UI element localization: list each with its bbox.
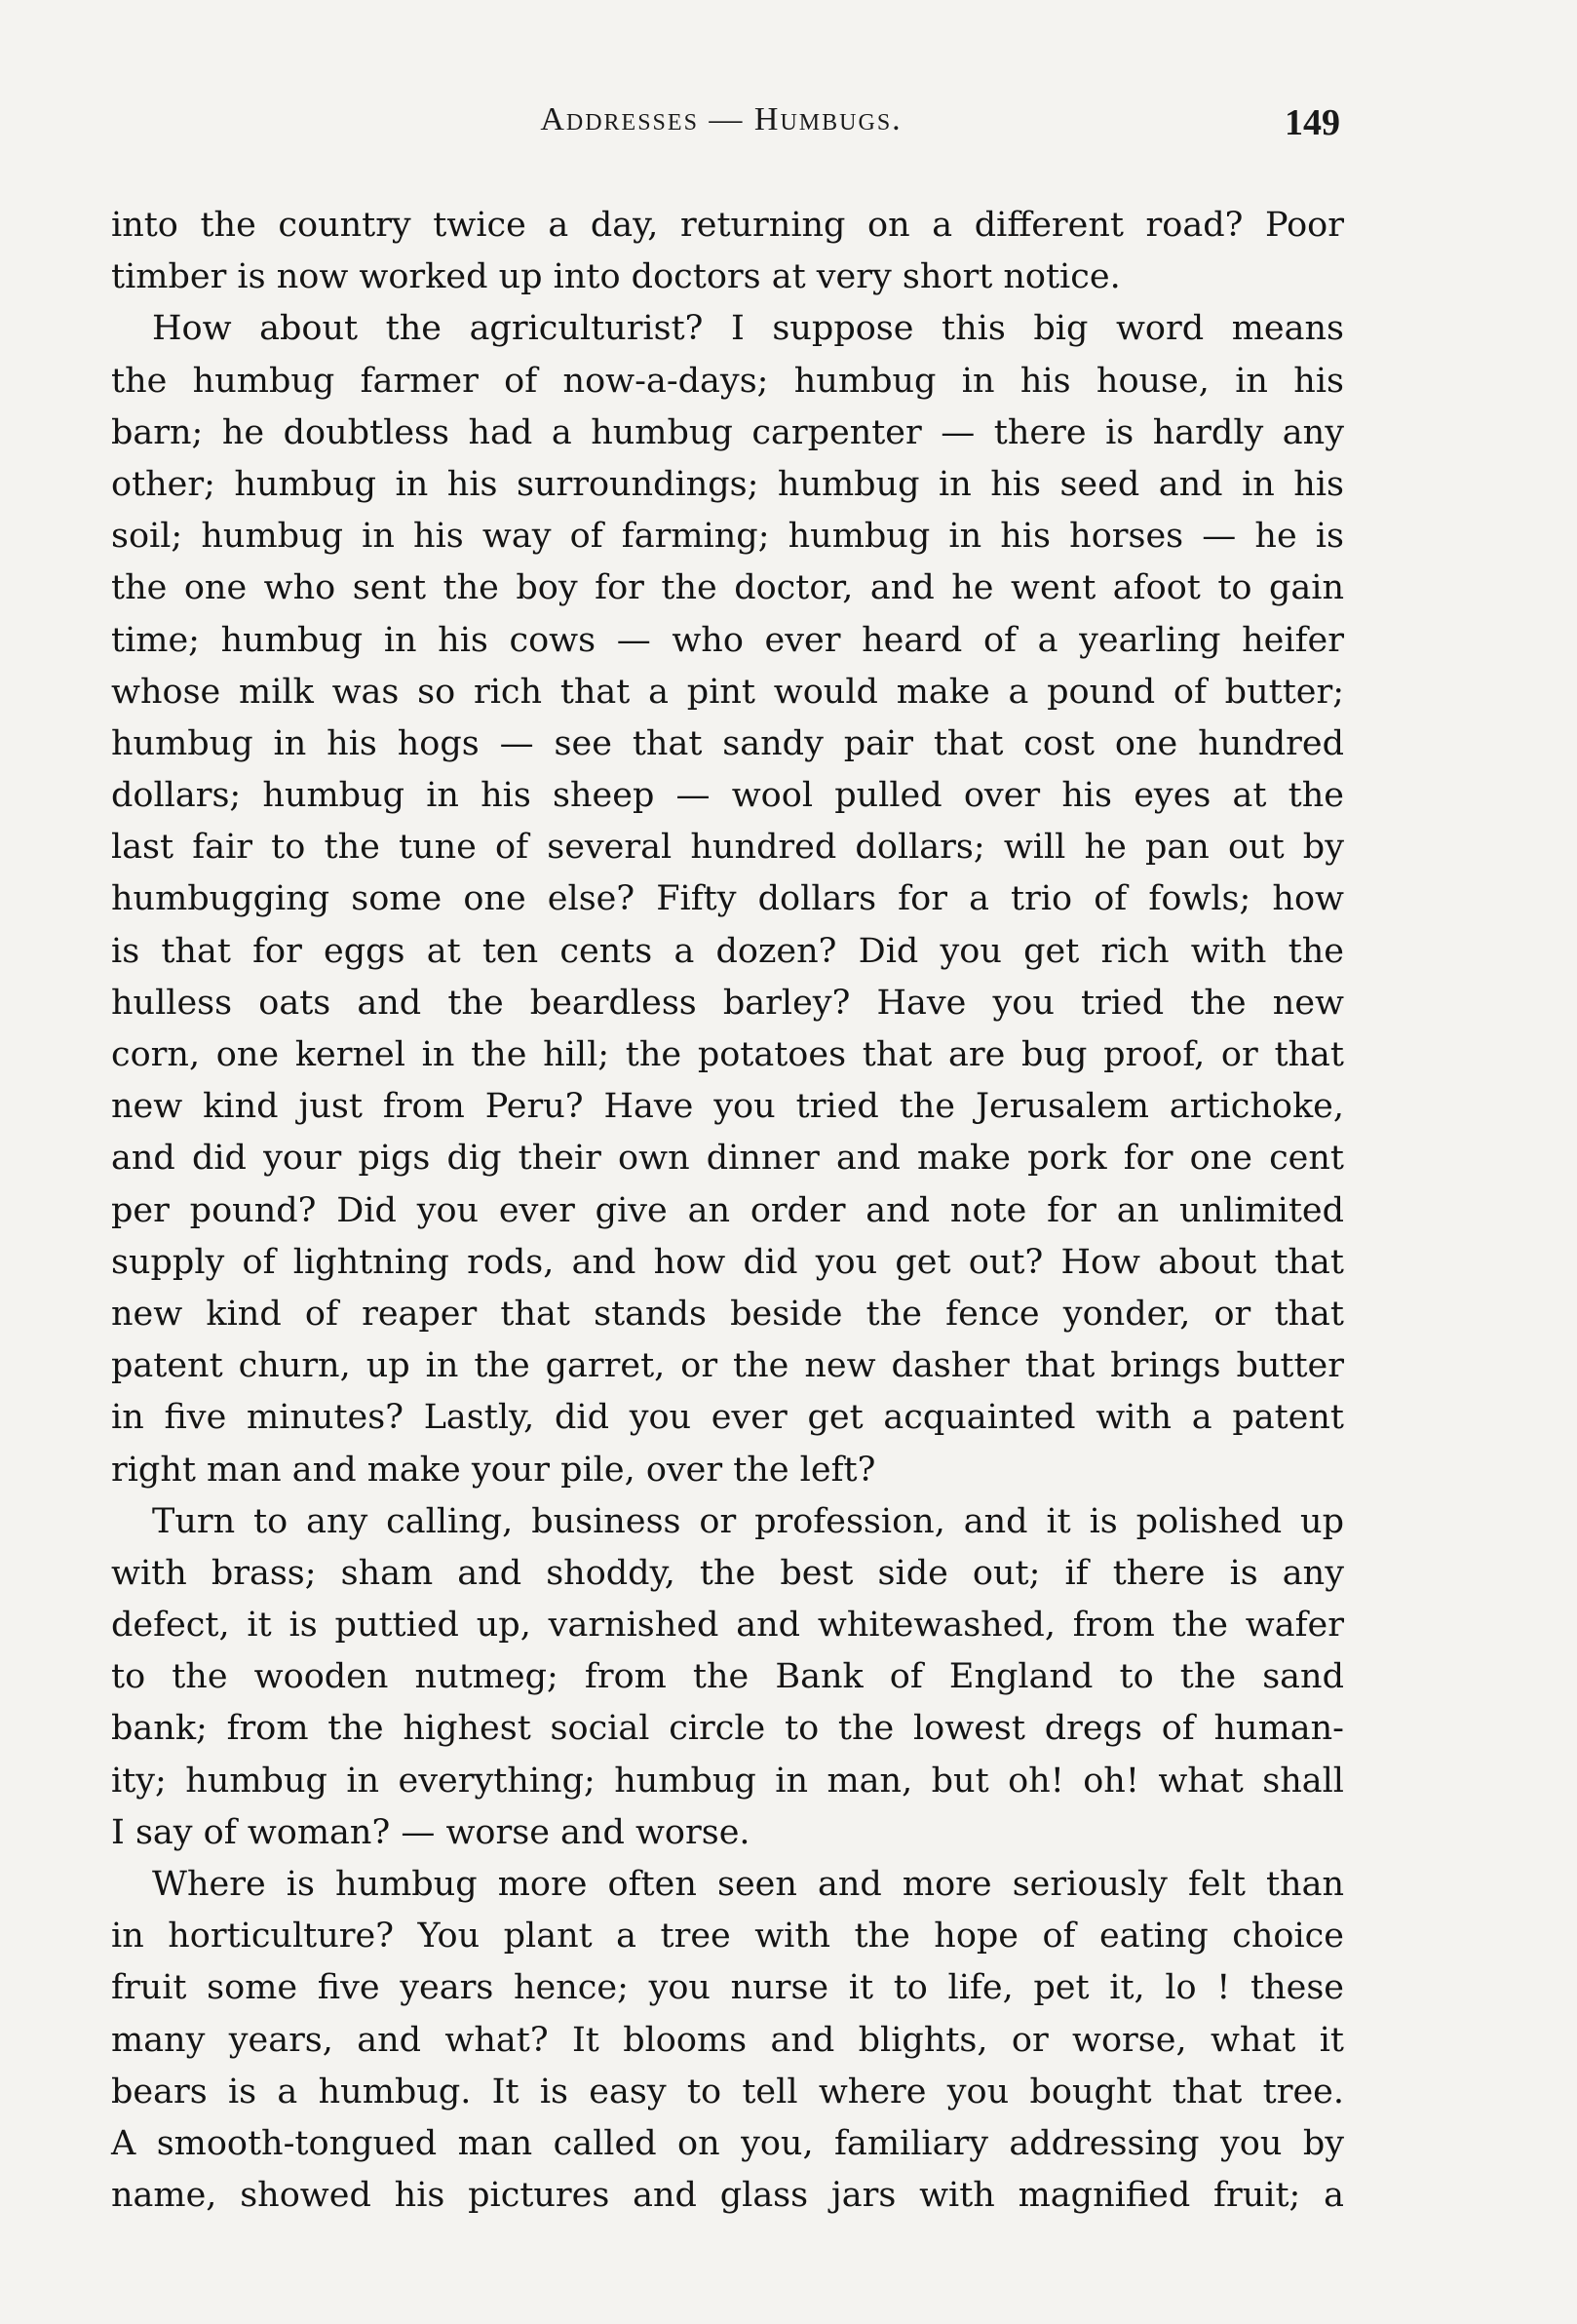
paragraph-start-line: Turn to any calling, business or profession, and it is polished up bbox=[152, 1501, 1344, 1541]
text-line: I say of woman? — worse and worse. bbox=[111, 1812, 750, 1852]
text-line: bears is a humbug. It is easy to tell where you bought that tree. bbox=[111, 2072, 1344, 2111]
page-number: 149 bbox=[1285, 102, 1340, 143]
text-line: name, showed his pictures and glass jars with magnified fruit; a bbox=[111, 2176, 1344, 2216]
text-line: ity; humbug in everything; humbug in man, but oh! oh! what shall bbox=[111, 1761, 1344, 1801]
text-line: in horticulture? You plant a tree with the hope of eating choice bbox=[111, 1917, 1344, 1956]
running-title: Addresses — Humbugs. bbox=[540, 101, 903, 137]
text-line: dollars; humbug in his sheep — wool pulled over his eyes at the bbox=[111, 776, 1344, 816]
text-line: corn, one kernel in the hill; the potatoes that are bug proof, or that bbox=[111, 1035, 1344, 1074]
text-line: the humbug farmer of now-a-days; humbug in his house, in his bbox=[111, 361, 1344, 401]
text-line: patent churn, up in the garret, or the new dasher that brings butter bbox=[111, 1346, 1344, 1386]
text-line: humbug in his hogs — see that sandy pair that cost one hundred bbox=[111, 723, 1344, 763]
text-line: in five minutes? Lastly, did you ever get acquainted with a patent bbox=[111, 1398, 1344, 1438]
text-line: new kind of reaper that stands beside the fence yonder, or that bbox=[111, 1294, 1344, 1334]
text-line: last fair to the tune of several hundred dollars; will he pan out by bbox=[111, 828, 1344, 868]
text-line: barn; he doubtless had a humbug carpenter — there is hardly any bbox=[111, 412, 1344, 452]
text-line: per pound? Did you ever give an order and note for an unlimited bbox=[111, 1190, 1344, 1230]
text-line: timber is now worked up into doctors at very short notice. bbox=[111, 257, 1121, 297]
paragraph-start-line: How about the agriculturist? I suppose this big word means bbox=[152, 309, 1344, 349]
text-line: A smooth-tongued man called on you, familiary addressing you by bbox=[111, 2123, 1344, 2163]
body-text bbox=[111, 200, 1344, 2222]
text-line: with brass; sham and shoddy, the best side out; if there is any bbox=[111, 1553, 1344, 1593]
text-line: many years, and what? It blooms and blights, or worse, what it bbox=[111, 2020, 1344, 2060]
paragraph-start-line: Where is humbug more often seen and more seriously felt than bbox=[152, 1865, 1344, 1904]
text-line: right man and make your pile, over the left? bbox=[111, 1450, 876, 1490]
text-line: is that for eggs at ten cents a dozen? Did you get rich with the bbox=[111, 931, 1344, 971]
text-line: into the country twice a day, returning on a different road? Poor bbox=[111, 206, 1344, 245]
text-line: and did your pigs dig their own dinner and make pork for one cent bbox=[111, 1139, 1344, 1179]
text-line: bank; from the highest social circle to the lowest dregs of human- bbox=[111, 1709, 1344, 1749]
text-line: new kind just from Peru? Have you tried the Jerusalem artichoke, bbox=[111, 1087, 1344, 1127]
text-line: soil; humbug in his way of farming; humbug in his horses — he is bbox=[111, 517, 1344, 557]
text-line: supply of lightning rods, and how did you get out? How about that bbox=[111, 1242, 1344, 1282]
text-line: fruit some five years hence; you nurse it to life, pet it, lo ! these bbox=[111, 1968, 1344, 2008]
text-line: hulless oats and the beardless barley? Have you tried the new bbox=[111, 983, 1344, 1023]
text-line: whose milk was so rich that a pint would make a pound of butter; bbox=[111, 672, 1344, 712]
text-line: defect, it is puttied up, varnished and whitewashed, from the wafer bbox=[111, 1606, 1344, 1646]
text-line: the one who sent the boy for the doctor, and he went afoot to gain bbox=[111, 568, 1344, 608]
text-line: time; humbug in his cows — who ever heard of a yearling heifer bbox=[111, 620, 1344, 660]
text-line: to the wooden nutmeg; from the Bank of England to the sand bbox=[111, 1657, 1344, 1697]
running-head bbox=[0, 101, 1577, 144]
text-line: other; humbug in his surroundings; humbug in his seed and in his bbox=[111, 464, 1344, 504]
text-line: humbugging some one else? Fifty dollars for a trio of fowls; how bbox=[111, 879, 1344, 919]
